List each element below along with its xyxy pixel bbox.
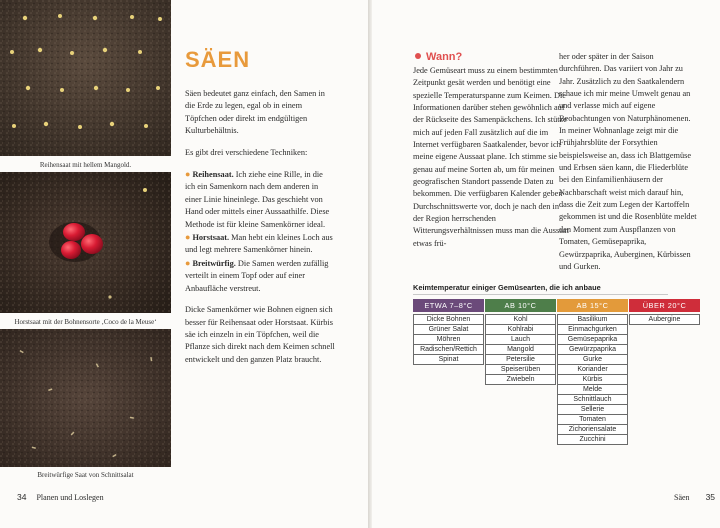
technique-name: Horstsaat.	[192, 233, 230, 243]
divider	[413, 294, 668, 295]
page-number: 35	[705, 492, 716, 502]
section-name: Säen	[674, 493, 690, 502]
table-cell: Melde	[557, 384, 628, 395]
table-cell: Speiserüben	[485, 364, 556, 375]
table-cell: Petersilie	[485, 354, 556, 365]
row-sowing-photo	[0, 0, 171, 156]
hill-sowing-photo	[0, 172, 171, 313]
page-number: 34	[17, 492, 27, 502]
body-text	[185, 88, 335, 375]
table-cell: Zwiebeln	[485, 374, 556, 385]
section-heading-text: Wann?	[426, 51, 463, 63]
technique-name: Breitwürfig.	[192, 258, 236, 268]
table-cell: Gemüsepaprika	[557, 334, 628, 345]
table-cell: Kohl	[485, 314, 556, 325]
paragraph: her oder später in der Saison durchführen. Das variiert von Jahr zu Jahr. Zusätzlich zu den Saatkalendern schaue ich mir meine Umwelt genau an und verlasse mich auf eigene Beobachtungen von Naturphänomenen. In meiner Wohnanlage zeigt mir die Frühjahrsblüte der Forsythien beispielsweise an, dass ich Blattgemüse und Erbsen säen kann, die Fliederblüte bei den Einfamilienhäusern der Nachbarschaft weist mich darauf hin, dass die Zeit zum Legen der Kartoffeln gekommen ist und die Rosenblüte meldet den Moment zum Auspflanzen von Tomaten, Gemüsepaprika, Gewürzpaprika, Auberginen, Kürbissen und Gurken.	[559, 52, 697, 271]
column-header: AB 15°C	[557, 299, 628, 312]
table-cell: Basilikum	[557, 314, 628, 325]
table-title: Keimtemperatur einiger Gemüsearten, die ich anbaue	[413, 283, 601, 292]
table-column	[413, 299, 484, 365]
bullet-dot-icon	[415, 53, 421, 59]
table-cell: Sellerie	[557, 404, 628, 415]
table-cell: Zichoriensalate	[557, 424, 628, 435]
intro-paragraph: Säen bedeutet ganz einfach, den Samen in die Erde zu legen, egal ob in einem Töpfchen oder direkt im endgültigen Kulturbehältnis.	[185, 89, 325, 136]
page-footer	[17, 492, 104, 502]
techniques-list	[185, 168, 335, 295]
photo-caption: Reihensaat mit hellem Mangold.	[39, 161, 132, 169]
table-cell: Einmachgurken	[557, 324, 628, 335]
table-cell: Tomaten	[557, 414, 628, 425]
table-column	[629, 299, 700, 325]
technique-text: Die Samen werden zufällig verteilt in einem Topf oder auf einer Anbaufläche verstreut.	[185, 258, 329, 293]
section-name: Planen und Loslegen	[36, 493, 104, 502]
column-header: ETWA 7–8°C	[413, 299, 484, 312]
photo-caption: Breitwürfige Saat von Schnittsalat	[37, 471, 134, 479]
page-title: SÄEN	[185, 47, 251, 72]
technique-text: Ich ziehe eine Rille, in die ich ein Samenkorn nach dem anderen in einer Linie hineinlege. Das geschieht von Hand oder mittels einer Aussaathilfe. Diese Methode ist für kleine Samenkörner ideal.	[185, 170, 330, 229]
broadcast-sowing-photo	[0, 329, 171, 467]
text-column-1	[413, 65, 571, 250]
table-cell: Lauch	[485, 334, 556, 345]
table-column	[557, 299, 628, 445]
table-cell: Grüner Salat	[413, 324, 484, 335]
table-cell: Aubergine	[629, 314, 700, 325]
list-item	[185, 231, 335, 257]
table-cell: Möhren	[413, 334, 484, 345]
list-item	[185, 257, 335, 295]
section-heading	[415, 51, 462, 63]
table-cell: Kohlrabi	[485, 324, 556, 335]
table-cell: Dicke Bohnen	[413, 314, 484, 325]
table-cell: Zucchini	[557, 434, 628, 445]
table-cell: Kürbis	[557, 374, 628, 385]
techniques-intro: Es gibt drei verschiedene Techniken:	[185, 147, 308, 157]
bullet-dot-icon: ●	[185, 232, 191, 243]
technique-text: Man hebt ein kleines Loch aus und legt mehrere Samenkörner hinein.	[185, 233, 333, 255]
table-cell: Koriander	[557, 364, 628, 375]
table-cell: Mangold	[485, 344, 556, 355]
column-header: AB 10°C	[485, 299, 556, 312]
right-page	[372, 0, 720, 528]
paragraph: Jede Gemüseart muss zu einem bestimmten Zeitpunkt gesät werden und benötigt eine spezielle Temperaturspanne zum Keimen. Die Informationen darüber stehen gewöhnlich auf der Rückseite des Samenpäckchens. Ich stütze mich auf jeden Fall zusätzlich auf die im Internet verfügbaren Saatkalender, bevor ich meine eigene Aussaat plane. Ich stimme sie genau auf meine Sorten ab, um für meinen geografischen Standort passende Daten zu bekommen. Die verfügbaren Kalender geben Durchschnittswerte vor, doch je nach den in der Region herrschenden Witterungsverhältnissen muss man die Aussaat etwas frü-	[413, 66, 569, 248]
table-cell: Spinat	[413, 354, 484, 365]
table-cell: Gewürzpaprika	[557, 344, 628, 355]
bullet-dot-icon: ●	[185, 169, 191, 180]
photo-caption: Horstsaat mit der Bohnensorte ‚Coco de la Meuse‘	[14, 318, 157, 326]
column-header: ÜBER 20°C	[629, 299, 700, 312]
table-column	[485, 299, 556, 385]
page-footer	[674, 492, 715, 502]
table-cell: Schnittlauch	[557, 394, 628, 405]
closing-paragraph: Dicke Samenkörner wie Bohnen eignen sich besser für Reihensaat oder Horstsaat. Kürbis säe ich einzeln in ein Töpfchen, weil die Pflanze sich direkt nach dem Keimen schnell entwickelt und den ganzen Platz braucht.	[185, 305, 335, 364]
technique-name: Reihensaat.	[192, 170, 234, 180]
table-cell: Radischen/Rettich	[413, 344, 484, 355]
bullet-dot-icon: ●	[185, 257, 191, 268]
list-item	[185, 168, 335, 231]
table-cell: Gurke	[557, 354, 628, 365]
text-column-2	[559, 51, 697, 273]
